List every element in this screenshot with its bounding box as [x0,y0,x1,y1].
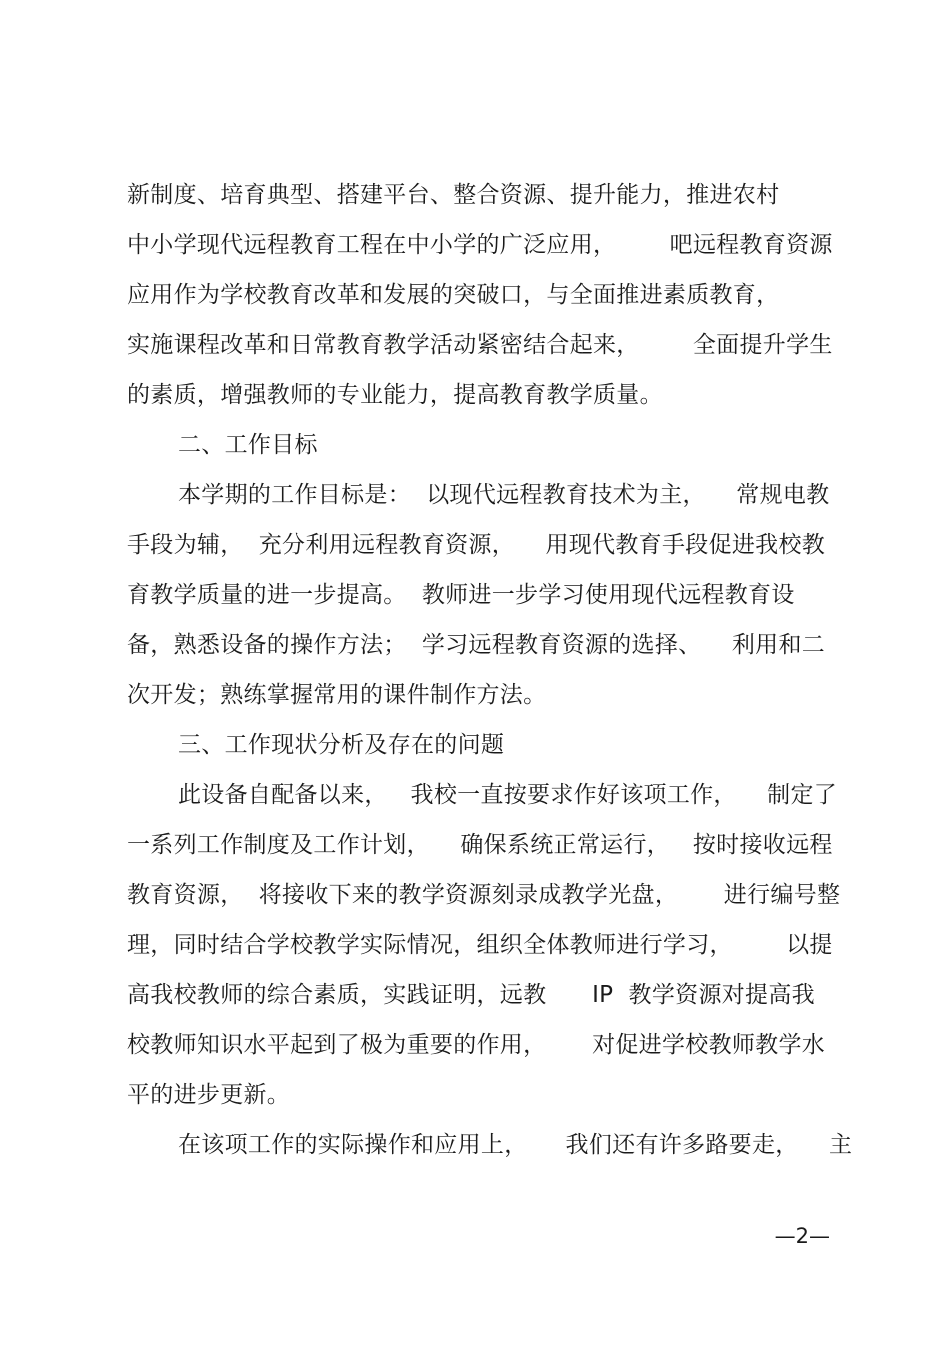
body-line: 理，同时结合学校教学实际情况，组织全体教师进行学习， 以提 [127,932,833,958]
body-line: 次开发；熟练掌握常用的课件制作方法。 [127,682,547,708]
body-line: 应用作为学校教育改革和发展的突破口，与全面推进素质教育， [127,282,780,308]
body-line: 的素质，增强教师的专业能力，提高教育教学质量。 [127,382,663,408]
body-line: 高我校教师的综合素质，实践证明，远教 IP 教学资源对提高我 [127,982,815,1008]
section-heading: 三、工作现状分析及存在的问题 [178,732,505,758]
section-heading: 二、工作目标 [178,432,318,458]
body-line: 此设备自配备以来， 我校一直按要求作好该项工作， 制定了 [178,782,838,808]
body-line: 育教学质量的进一步提高。 教师进一步学习使用现代远程教育设 [127,582,795,608]
body-line: 中小学现代远程教育工程在中小学的广泛应用， 吧远程教育资源 [127,232,833,258]
body-line: 校教师知识水平起到了极为重要的作用， 对促进学校教师教学水 [127,1032,826,1058]
body-line: 手段为辅， 充分利用远程教育资源， 用现代教育手段促进我校教 [127,532,826,558]
body-line: 实施课程改革和日常教育教学活动紧密结合起来， 全面提升学生 [127,332,833,358]
body-line: 平的进步更新。 [127,1082,291,1108]
body-line: 备，熟悉设备的操作方法； 学习远程教育资源的选择、 利用和二 [127,632,826,658]
body-line: 新制度、培育典型、搭建平台、整合资源、提升能力，推进农村 [127,182,780,208]
body-line: 本学期的工作目标是： 以现代远程教育技术为主， 常规电教 [178,482,830,508]
body-line: 教育资源， 将接收下来的教学资源刻录成教学光盘， 进行编号整 [127,882,841,908]
page-number: —2— [774,1224,830,1248]
body-line: 一系列工作制度及工作计划， 确保系统正常运行， 按时接收远程 [127,832,833,858]
body-line: 在该项工作的实际操作和应用上， 我们还有许多路要走， 主 [178,1132,853,1158]
